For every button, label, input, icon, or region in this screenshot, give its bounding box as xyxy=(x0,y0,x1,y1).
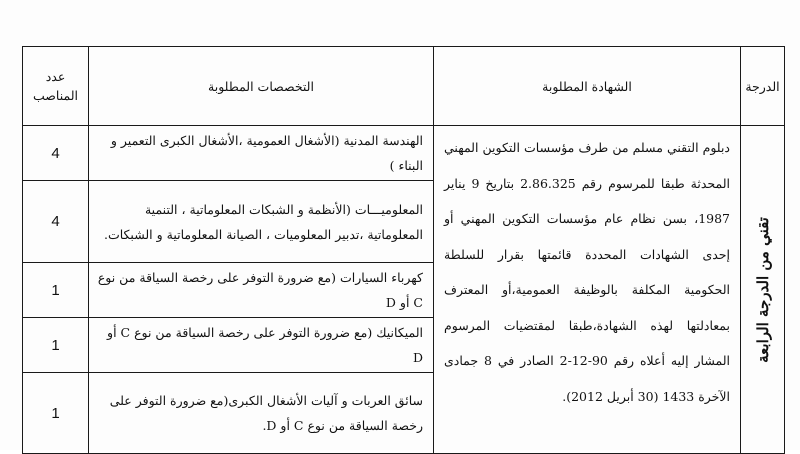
count-cell: 4 xyxy=(23,126,89,181)
header-grade: الدرجة xyxy=(741,47,785,126)
table-row xyxy=(23,126,785,181)
certificate-cell: دبلوم التقني مسلم من طرف مؤسسات التكوين المهني المحدثة طبقا للمرسوم رقم 2.86.325 بتاريخ 9 يناير 1987، بسن نظام عام مؤسسات التكوين المهني أو إحدى الشهادات المحددة قائمتها بقرار للسلطة الحكومية المكلفة بالوظيفة العمومية،أو المعترف بمعادلتها لهذه الشهادة،طبقا لمقتضيات المرسوم المشار إليه أعلاه رقم 90-12-2 الصادر في 8 جمادى الآخرة 1433 (30 أبريل 2012). xyxy=(434,126,741,454)
specialization-cell: الميكانيك (مع ضرورة التوفر على رخصة السياقة من نوع C أو D xyxy=(89,318,434,373)
grade-cell xyxy=(741,126,785,454)
count-cell: 1 xyxy=(23,373,89,454)
header-count: عدد المناصب xyxy=(23,47,89,126)
grade-label: تقني من الدرجة الرابعة xyxy=(753,216,772,363)
specialization-cell: كهرباء السيارات (مع ضرورة التوفر على رخصة السياقة من نوع C أو D xyxy=(89,263,434,318)
count-cell: 1 xyxy=(23,318,89,373)
header-certificate: الشهادة المطلوبة xyxy=(434,47,741,126)
count-cell: 1 xyxy=(23,263,89,318)
specialization-cell: سائق العربات و آليات الأشغال الكبرى(مع ضرورة التوفر على رخصة السياقة من نوع C أو D. xyxy=(89,373,434,454)
specialization-cell: المعلوميـــات (الأنظمة و الشبكات المعلوماتية ، التنمية المعلوماتية ،تدبير المعلوميات ، الصيانة المعلوماتية و الشبكات. xyxy=(89,181,434,263)
header-specializations: التخصصات المطلوبة xyxy=(89,47,434,126)
count-cell: 4 xyxy=(23,181,89,263)
specialization-cell: الهندسة المدنية (الأشغال العمومية ،الأشغال الكبرى التعمير و البناء ) xyxy=(89,126,434,181)
table-header-row xyxy=(23,47,785,126)
positions-table xyxy=(22,46,785,454)
